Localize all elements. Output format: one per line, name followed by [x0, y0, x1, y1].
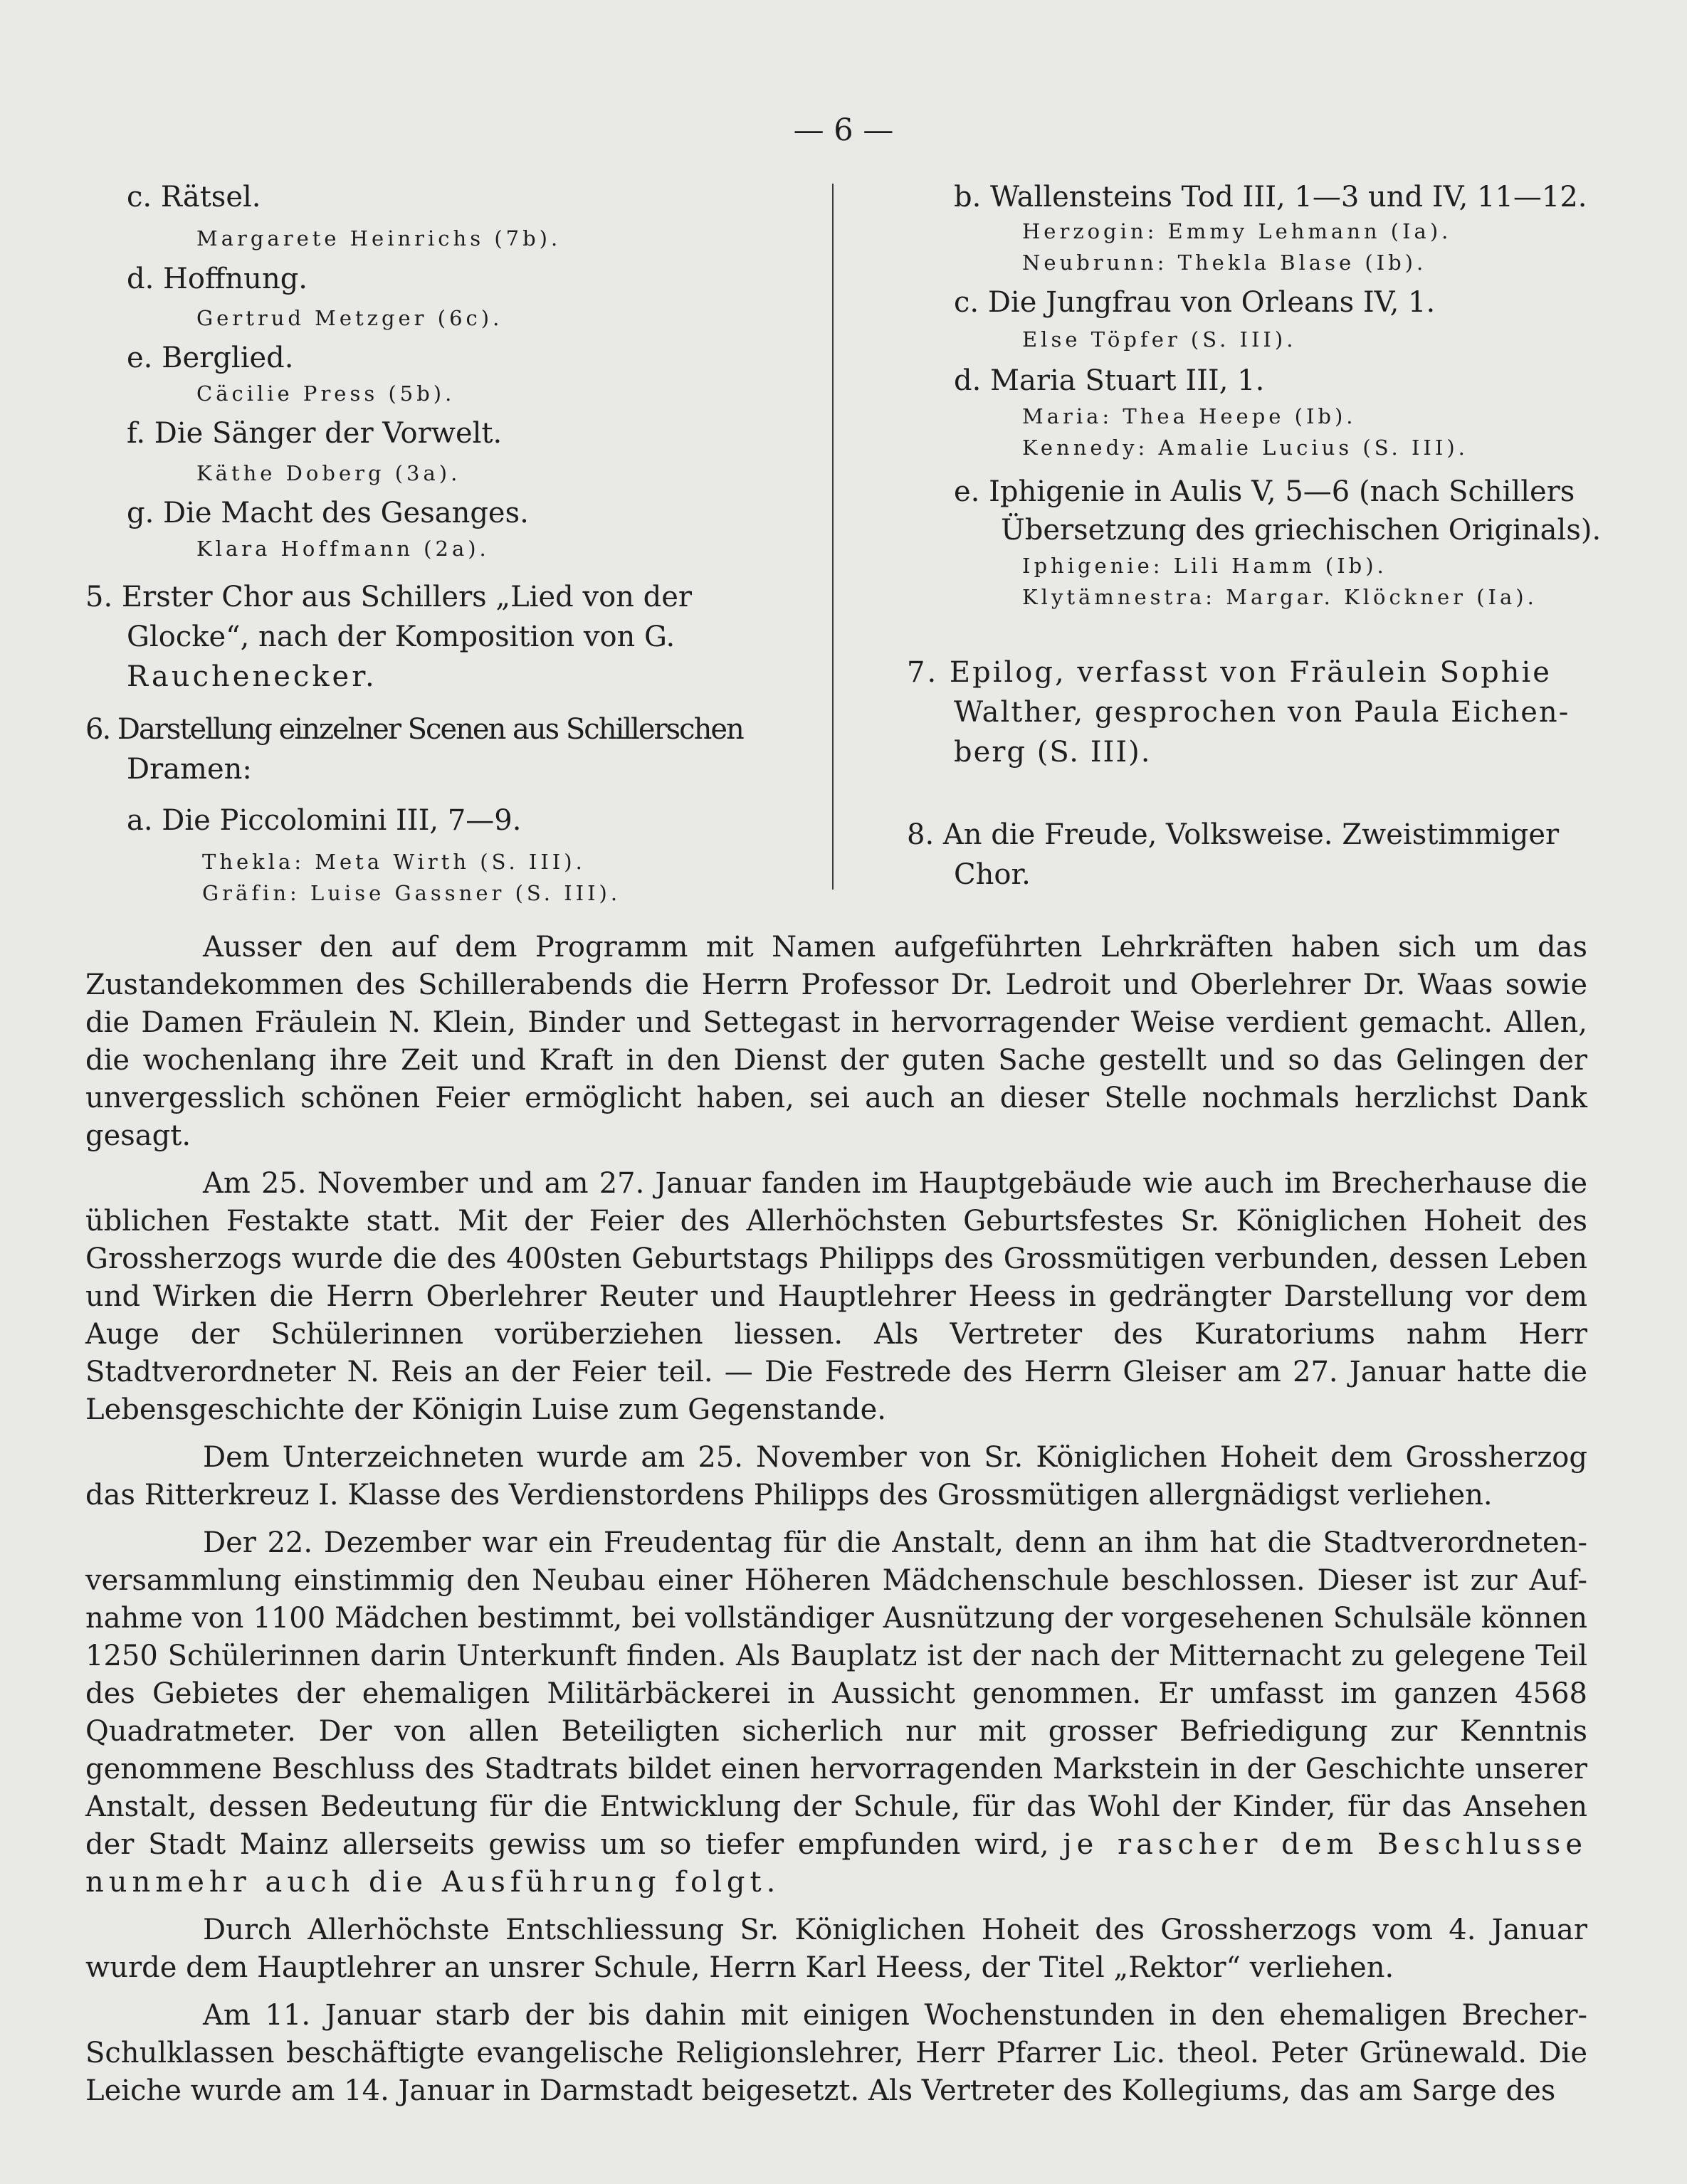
paragraph: Ausser den auf dem Programm mit Namen aufgeführten Lehrkräften haben sich um das Zustandekommen des Schillerabends die Herrn Professor Dr. Ledroit und Oberlehrer Dr. Waas sowie die Damen Fräulein N. Klein, Binder und Settegast in hervorragender Weise verdient gemacht. Allen, die wochenlang ihre Zeit und Kraft in den Dienst der guten Sache gestellt und so das Gelingen der unvergesslich schönen Feier ermöglicht haben, sei auch an dieser Stelle nochmals herzlichst Dank gesagt.	[85, 931, 1587, 1152]
program-item-7-cont: berg (S. III).	[954, 736, 1152, 769]
paragraph: Dem Unterzeichneten wurde am 25. November von Sr. Königlichen Hoheit dem Grossherzog das Ritterkreuz I. Klasse des Verdienstordens Philipps des Grossmütigen allergnädigst verliehen.	[85, 1441, 1587, 1512]
role-assignment: Else Töpfer (S. III).	[1022, 327, 1297, 352]
program-item-d: d. Hoffnung.	[127, 263, 308, 295]
role-assignment: Thekla: Meta Wirth (S. III).	[202, 850, 586, 874]
paragraph-text: Der 22. Dezember war ein Freudentag für die Anstalt, denn an ihm hat die Stadtverordneten-versammlung einstimmig den Neubau einer Höheren Mädchenschule beschlossen. Dieser ist zur Auf-nahme von 1100 Mädchen bestimmt, bei vollständiger Ausnützung der vorgesehenen Schulsäle können 1250 Schülerinnen darin Unterkunft finden. Als Bauplatz ist der nach der Mitternacht zu gelegene Teil des Gebietes der ehemaligen Militärbäckerei in Aussicht genommen. Er umfasst im ganzen 4568 Quadratmeter. Der von allen Beteiligten sicherlich nur mit grosser Befriedigung zur Kenntnis genommene Beschluss des Stadtrats bildet einen hervorragenden Markstein in der Geschichte unserer Anstalt, dessen Bedeutung für die Entwicklung der Schule, für das Wohl der Kinder, für das Ansehen der Stadt Mainz allerseits gewiss um so tiefer empfunden wird,	[85, 1526, 1587, 1861]
performer-name: Cäcilie Press (5b).	[196, 381, 456, 406]
program-item-6: 6. Darstellung einzelner Scenen aus Schillerschen	[85, 713, 743, 746]
program-item-6d: d. Maria Stuart III, 1.	[954, 364, 1265, 397]
role-assignment: Herzogin: Emmy Lehmann (Ia).	[1022, 219, 1452, 243]
program-item-8: 8. An die Freude, Volksweise. Zweistimmiger	[907, 818, 1560, 851]
role-assignment: Klytämnestra: Margar. Klöckner (Ia).	[1022, 585, 1538, 609]
program-item-5: 5. Erster Chor aus Schillers „Lied von der	[85, 581, 693, 613]
paragraph: Am 25. November und am 27. Januar fanden im Hauptgebäude wie auch im Brecherhause die üblichen Festakte statt. Mit der Feier des Allerhöchsten Geburtsfestes Sr. Königlichen Hoheit des Grossherzogs wurde die des 400sten Geburtstags Philipps des Grossmütigen verbunden, dessen Leben und Wirken die Herrn Oberlehrer Reuter und Hauptlehrer Heess in gedrängter Darstellung vor dem Auge der Schülerinnen vorüberziehen liessen. Als Vertreter des Kuratoriums nahm Herr Stadtverordneter N. Reis an der Feier teil. — Die Festrede des Herrn Gleiser am 27. Januar hatte die Lebensgeschichte der Königin Luise zum Gegenstande.	[85, 1167, 1587, 1426]
column-divider	[832, 184, 834, 890]
program-item-6-cont: Dramen:	[127, 753, 252, 786]
program-item-5-cont: Glocke“, nach der Komposition von G.	[127, 621, 676, 653]
program-item-c: c. Rätsel.	[127, 181, 261, 213]
role-assignment: Neubrunn: Thekla Blase (Ib).	[1022, 250, 1427, 275]
program-item-7: 7. Epilog, verfasst von Fräulein Sophie	[907, 656, 1552, 689]
program-item-g: g. Die Macht des Gesanges.	[127, 497, 529, 529]
program-item-6e-cont: Übersetzung des griechischen Originals).	[1001, 514, 1602, 547]
page-number: — 6 —	[793, 112, 894, 148]
program-item-f: f. Die Sänger der Vorwelt.	[127, 417, 503, 450]
program-item-6a: a. Die Piccolomini III, 7—9.	[127, 804, 522, 837]
performer-name: Käthe Doberg (3a).	[196, 461, 461, 485]
program-item-6e: e. Iphigenie in Aulis V, 5—6 (nach Schillers	[954, 475, 1575, 508]
performer-name: Klara Hoffmann (2a).	[196, 537, 490, 561]
program-item-e: e. Berglied.	[127, 342, 294, 374]
program-item-7-cont: Walther, gesprochen von Paula Eichen-	[954, 696, 1570, 729]
paragraph: Durch Allerhöchste Entschliessung Sr. Königlichen Hoheit des Grossherzogs vom 4. Januar wurde dem Hauptlehrer an unsrer Schule, Herrn Karl Heess, der Titel „Rektor“ verliehen.	[85, 1914, 1587, 1984]
paragraph	[85, 1524, 1587, 1901]
program-item-6b: b. Wallensteins Tod III, 1—3 und IV, 11—12.	[954, 181, 1587, 213]
performer-name: Margarete Heinrichs (7b).	[196, 226, 562, 250]
paragraph: Am 11. Januar starb der bis dahin mit einigen Wochenstunden in den ehemaligen Brecher-Schulklassen beschäftigte evangelische Religionslehrer, Herr Pfarrer Lic. theol. Peter Grünewald. Die Leiche wurde am 14. Januar in Darmstadt beigesetzt. Als Vertreter des Kollegiums, das am Sarge des	[85, 1999, 1587, 2107]
role-assignment: Maria: Thea Heepe (Ib).	[1022, 404, 1357, 428]
program-item-5-cont: Rauchenecker.	[127, 660, 377, 693]
spaced-emphasis: je rascher dem Beschlusse nunmehr auch die Ausführung folgt.	[85, 1828, 1588, 1899]
program-item-8-cont: Chor.	[954, 858, 1031, 891]
program-item-6c: c. Die Jungfrau von Orleans IV, 1.	[954, 286, 1436, 319]
role-assignment: Iphigenie: Lili Hamm (Ib).	[1022, 554, 1387, 578]
role-assignment: Kennedy: Amalie Lucius (S. III).	[1022, 436, 1468, 460]
role-assignment: Gräfin: Luise Gassner (S. III).	[202, 881, 621, 905]
body-text	[85, 929, 1587, 2120]
performer-name: Gertrud Metzger (6c).	[196, 306, 503, 330]
